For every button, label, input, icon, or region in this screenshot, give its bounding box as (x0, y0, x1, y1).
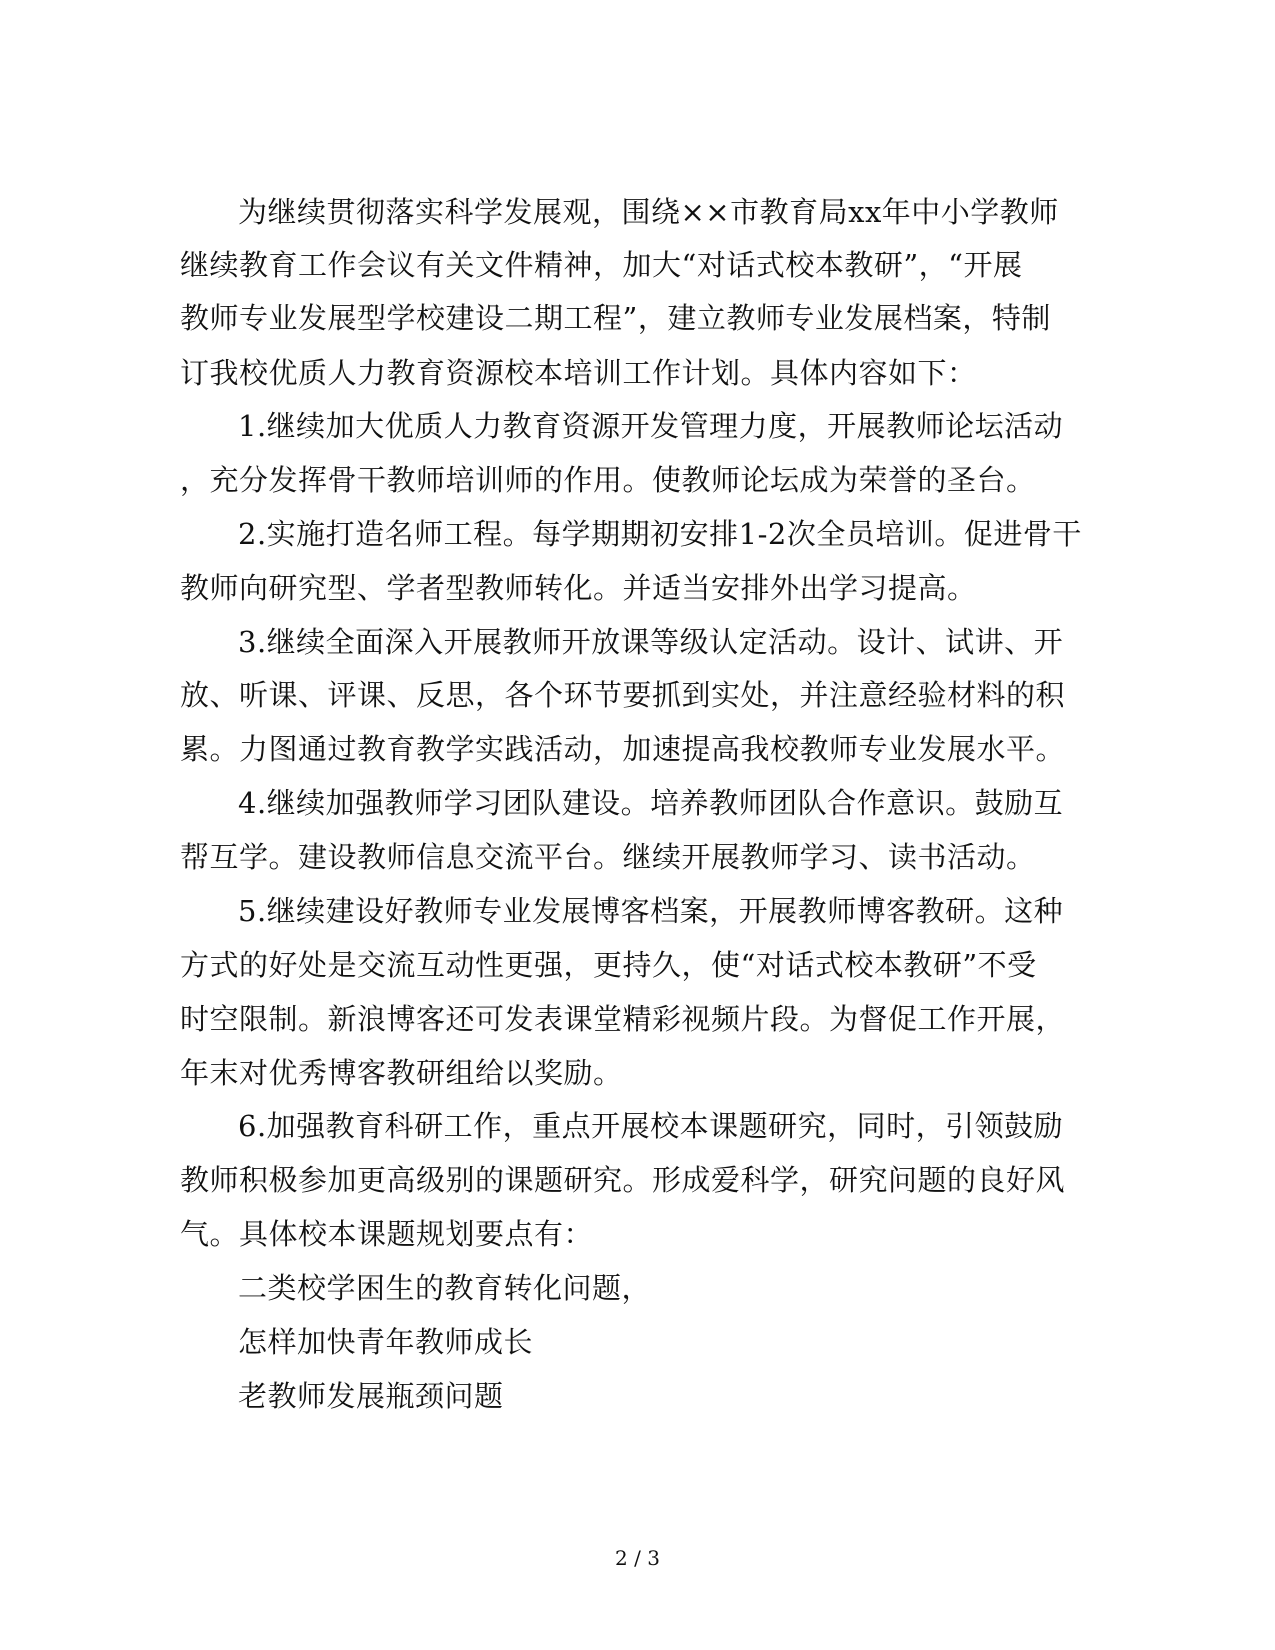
paragraph-line: 放、听课、评课、反思，各个环节要抓到实处，并注意经验材料的积 (180, 678, 1066, 712)
paragraph-line: 订我校优质人力教育资源校本培训工作计划。具体内容如下： (180, 356, 977, 390)
paragraph-line: 5.继续建设好教师专业发展博客档案，开展教师博客教研。这种 (238, 894, 1064, 928)
paragraph-line: 教师积极参加更高级别的课题研究。形成爱科学，研究问题的良好风 (180, 1163, 1066, 1197)
paragraph-line: 气。具体校本课题规划要点有： (180, 1217, 594, 1251)
paragraph-line: 方式的好处是交流互动性更强，更持久，使“对话式校本教研”不受 (180, 948, 1037, 982)
page-number: 2 / 3 (615, 1546, 660, 1570)
list-item: 老教师发展瓶颈问题 (238, 1379, 504, 1413)
paragraph-line: 帮互学。建设教师信息交流平台。继续开展教师学习、读书活动。 (180, 840, 1036, 874)
paragraph-line: ，充分发挥骨干教师培训师的作用。使教师论坛成为荣誉的圣台。 (180, 463, 1036, 497)
paragraph-line: 4.继续加强教师学习团队建设。培养教师团队合作意识。鼓励互 (238, 786, 1064, 820)
paragraph-line: 时空限制。新浪博客还可发表课堂精彩视频片段。为督促工作开展， (180, 1002, 1066, 1036)
paragraph-line: 教师专业发展型学校建设二期工程”，建立教师专业发展档案，特制 (180, 301, 1051, 335)
paragraph-line: 3.继续全面深入开展教师开放课等级认定活动。设计、试讲、开 (238, 625, 1064, 659)
list-item: 怎样加快青年教师成长 (238, 1325, 534, 1359)
paragraph-line: 6.加强教育科研工作，重点开展校本课题研究，同时，引领鼓励 (238, 1109, 1064, 1143)
paragraph-line: 为继续贯彻落实科学发展观，围绕××市教育局xx年中小学教师 (238, 195, 1059, 229)
list-item: 二类校学困生的教育转化问题， (238, 1271, 652, 1305)
paragraph-line: 年末对优秀博客教研组给以奖励。 (180, 1056, 623, 1090)
paragraph-line: 累。力图通过教育教学实践活动，加速提高我校教师专业发展水平。 (180, 732, 1066, 766)
paragraph-line: 1.继续加大优质人力教育资源开发管理力度，开展教师论坛活动 (238, 409, 1064, 443)
paragraph-line: 继续教育工作会议有关文件精神，加大“对话式校本教研”，“开展 (180, 248, 1023, 282)
paragraph-line: 2.实施打造名师工程。每学期期初安排1-2次全员培训。促进骨干 (238, 517, 1082, 551)
paragraph-line: 教师向研究型、学者型教师转化。并适当安排外出学习提高。 (180, 571, 977, 605)
